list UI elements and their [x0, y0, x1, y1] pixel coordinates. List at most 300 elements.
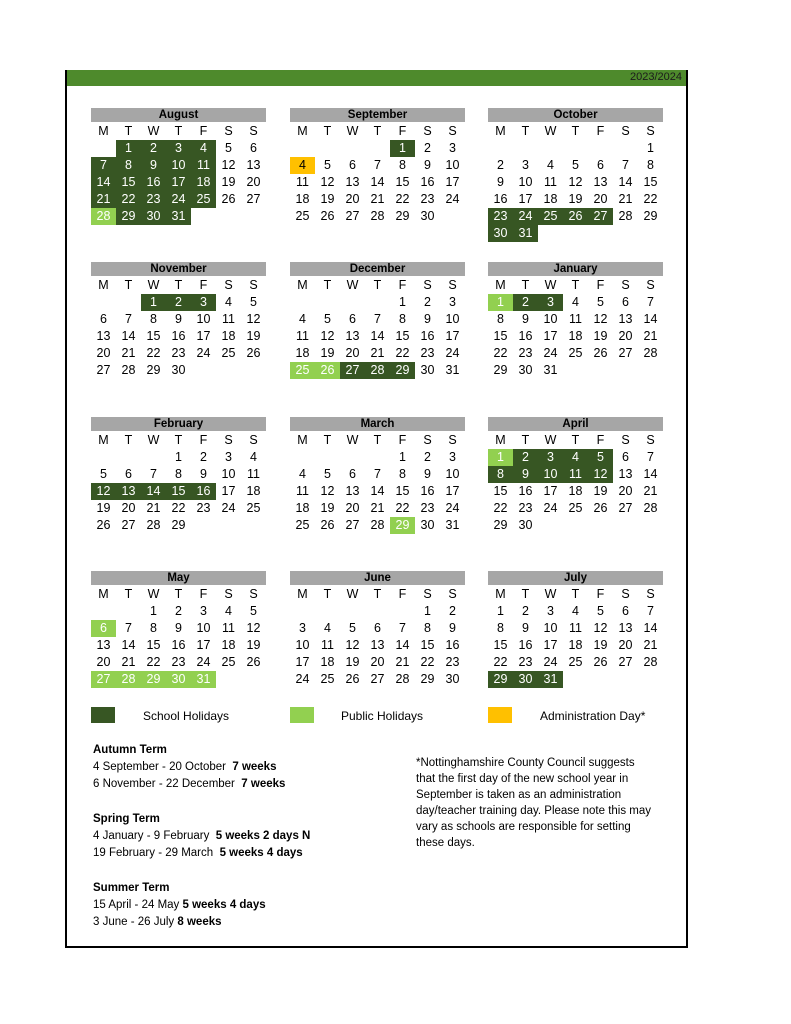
day-cell: 24	[513, 208, 538, 225]
day-cell: 16	[420, 329, 435, 343]
day-cell: 10	[445, 312, 460, 326]
day-cell: 30	[518, 363, 533, 377]
day-cell: 17	[543, 638, 558, 652]
day-cell: 17	[295, 655, 310, 669]
day-cell: 2	[513, 449, 538, 466]
month-title: October	[488, 108, 663, 122]
weekday-label: M	[98, 278, 109, 292]
day-cell: 19	[345, 655, 360, 669]
day-cell: 3	[449, 295, 456, 309]
day-cell: 1	[116, 140, 141, 157]
empty-cell	[588, 140, 613, 157]
day-cell: 29	[171, 518, 186, 532]
day-cell: 12	[345, 638, 360, 652]
day-cell: 15	[643, 175, 658, 189]
day-cell: 22	[116, 191, 141, 208]
day-cell: 7	[150, 467, 157, 481]
day-cell: 14	[395, 638, 410, 652]
term-line	[93, 845, 310, 862]
day-cell: 3	[449, 141, 456, 155]
day-cell: 29	[146, 363, 161, 377]
day-cell: 25	[246, 501, 261, 515]
admin-day-note: *Nottinghamshire County Council suggests that the first day of the new school year in September is taken as an administration day/teacher training day. Please note this may vary as schools are responsible for setting these days.	[416, 757, 652, 849]
day-cell: 28	[121, 363, 136, 377]
day-cell: 9	[497, 175, 504, 189]
day-cell: 17	[543, 329, 558, 343]
day-cell: 18	[320, 655, 335, 669]
day-cell: 17	[445, 484, 460, 498]
weekday-label: W	[346, 278, 359, 292]
day-cell: 31	[543, 363, 558, 377]
month-title: January	[488, 262, 663, 276]
weekday-label: S	[423, 124, 432, 138]
day-cell: 23	[445, 655, 460, 669]
day-cell: 2	[449, 604, 456, 618]
day-cell: 2	[424, 141, 431, 155]
day-cell: 16	[518, 329, 533, 343]
weekday-label: S	[224, 124, 233, 138]
day-cell: 7	[91, 157, 116, 174]
day-cell: 20	[345, 192, 360, 206]
day-cell: 23	[420, 501, 435, 515]
weekday-label: W	[147, 587, 160, 601]
weekday-label: S	[224, 433, 233, 447]
weekday-label: T	[124, 587, 133, 601]
day-cell: 28	[643, 501, 658, 515]
day-cell: 6	[349, 158, 356, 172]
weekday-label: T	[174, 433, 183, 447]
empty-cell	[91, 603, 116, 620]
day-cell: 2	[424, 450, 431, 464]
term-title: Summer Term	[93, 882, 170, 894]
day-cell: 14	[643, 621, 658, 635]
day-cell: 22	[395, 192, 410, 206]
day-cell: 4	[225, 295, 232, 309]
day-cell: 12	[221, 158, 236, 172]
weekday-label: S	[448, 433, 457, 447]
day-cell: 21	[121, 655, 136, 669]
day-cell: 3	[522, 158, 529, 172]
empty-cell	[91, 140, 116, 157]
day-cell: 5	[225, 141, 232, 155]
day-cell: 21	[91, 191, 116, 208]
day-cell: 22	[395, 346, 410, 360]
weekday-label: M	[297, 278, 308, 292]
weekday-label: F	[398, 587, 407, 601]
empty-cell	[116, 449, 141, 466]
weekday-label: S	[423, 433, 432, 447]
day-cell: 26	[593, 655, 608, 669]
day-cell: 17	[518, 192, 533, 206]
weekday-label: W	[147, 278, 160, 292]
day-cell: 11	[222, 312, 235, 326]
day-cell: 26	[345, 672, 360, 686]
day-cell: 8	[497, 312, 504, 326]
day-cell: 21	[643, 638, 658, 652]
day-cell: 21	[146, 501, 161, 515]
day-cell: 9	[424, 158, 431, 172]
day-cell: 22	[146, 346, 161, 360]
empty-cell	[365, 294, 390, 311]
weekday-label: M	[297, 587, 308, 601]
weekday-label: S	[249, 124, 258, 138]
day-cell: 9	[522, 312, 529, 326]
day-cell: 11	[563, 466, 588, 483]
day-cell: 22	[493, 346, 508, 360]
day-cell: 31	[191, 671, 216, 688]
month-december	[290, 262, 465, 379]
weekday-label: W	[346, 587, 359, 601]
legend-admin-label: Administration Day*	[540, 709, 646, 723]
day-cell: 28	[643, 346, 658, 360]
day-cell: 29	[493, 363, 508, 377]
month-february	[91, 417, 266, 534]
day-cell: 15	[420, 638, 435, 652]
day-cell: 6	[622, 295, 629, 309]
day-cell: 1	[399, 450, 406, 464]
day-cell: 4	[250, 450, 257, 464]
autumn-term	[93, 742, 285, 793]
day-cell: 9	[175, 312, 182, 326]
day-cell: 22	[643, 192, 658, 206]
day-cell: 5	[324, 158, 331, 172]
empty-cell	[141, 449, 166, 466]
day-cell: 25	[568, 346, 583, 360]
day-cell: 26	[593, 501, 608, 515]
day-cell: 20	[345, 501, 360, 515]
day-cell: 4	[572, 295, 579, 309]
weekday-label: F	[596, 587, 605, 601]
term-weeks: 5 weeks 4 days	[219, 847, 303, 859]
day-cell: 5	[324, 467, 331, 481]
legend-admin-swatch	[488, 707, 512, 723]
weekday-label: T	[124, 433, 133, 447]
day-cell: 22	[420, 655, 435, 669]
term-dates: 19 February - 29 March	[93, 847, 214, 859]
month-november	[91, 262, 266, 379]
spring-term	[93, 811, 310, 862]
day-cell: 23	[196, 501, 211, 515]
day-cell: 5	[250, 604, 257, 618]
weekday-label: T	[571, 278, 580, 292]
weekday-label: T	[373, 433, 382, 447]
day-cell: 27	[340, 362, 365, 379]
day-cell: 23	[518, 501, 533, 515]
day-cell: 10	[518, 175, 533, 189]
weekday-label: S	[646, 433, 655, 447]
day-cell: 18	[295, 501, 310, 515]
day-cell: 7	[622, 158, 629, 172]
day-cell: 6	[100, 312, 107, 326]
day-cell: 23	[171, 655, 186, 669]
day-cell: 12	[246, 312, 261, 326]
weekday-label: W	[544, 124, 557, 138]
day-cell: 8	[150, 312, 157, 326]
weekday-label: W	[147, 124, 160, 138]
day-cell: 20	[618, 329, 633, 343]
day-cell: 6	[374, 621, 381, 635]
day-cell: 24	[295, 672, 310, 686]
day-cell: 28	[618, 209, 633, 223]
day-cell: 7	[374, 312, 381, 326]
day-cell: 20	[618, 638, 633, 652]
empty-cell	[365, 140, 390, 157]
day-cell: 16	[493, 192, 508, 206]
empty-cell	[365, 603, 390, 620]
weekday-label: T	[174, 124, 183, 138]
day-cell: 26	[221, 192, 236, 206]
day-cell: 8	[647, 158, 654, 172]
day-cell: 7	[374, 467, 381, 481]
day-cell: 23	[141, 191, 166, 208]
day-cell: 9	[522, 621, 529, 635]
day-cell: 7	[125, 621, 132, 635]
day-cell: 18	[568, 484, 583, 498]
day-cell: 9	[449, 621, 456, 635]
weekday-label: M	[495, 278, 506, 292]
day-cell: 26	[246, 346, 261, 360]
legend-public-swatch	[290, 707, 314, 723]
weekday-label: S	[224, 587, 233, 601]
weekday-label: W	[346, 124, 359, 138]
day-cell: 17	[196, 329, 211, 343]
term-weeks: 7 weeks	[241, 778, 286, 790]
day-cell: 11	[222, 621, 235, 635]
day-cell: 10	[196, 312, 211, 326]
empty-cell	[538, 140, 563, 157]
day-cell: 30	[420, 209, 435, 223]
day-cell: 29	[116, 208, 141, 225]
weekday-label: T	[124, 278, 133, 292]
day-cell: 16	[141, 174, 166, 191]
day-cell: 4	[324, 621, 331, 635]
weekday-label: S	[621, 433, 630, 447]
day-cell: 20	[593, 192, 608, 206]
day-cell: 17	[196, 638, 211, 652]
day-cell: 21	[395, 655, 410, 669]
empty-cell	[315, 449, 340, 466]
month-title: September	[290, 108, 465, 122]
day-cell: 25	[221, 346, 236, 360]
day-cell: 16	[518, 484, 533, 498]
day-cell: 29	[420, 672, 435, 686]
month-september	[290, 108, 465, 225]
day-cell: 1	[390, 140, 415, 157]
day-cell: 30	[513, 671, 538, 688]
empty-cell	[563, 140, 588, 157]
day-cell: 14	[141, 483, 166, 500]
day-cell: 28	[116, 671, 141, 688]
day-cell: 21	[370, 346, 385, 360]
day-cell: 24	[445, 501, 460, 515]
day-cell: 17	[543, 484, 558, 498]
day-cell: 2	[522, 604, 529, 618]
empty-cell	[340, 449, 365, 466]
day-cell: 23	[171, 346, 186, 360]
month-title: December	[290, 262, 465, 276]
day-cell: 6	[349, 467, 356, 481]
day-cell: 14	[121, 329, 136, 343]
day-cell: 20	[96, 346, 111, 360]
day-cell: 30	[420, 363, 435, 377]
day-cell: 11	[321, 638, 334, 652]
empty-cell	[613, 140, 638, 157]
day-cell: 14	[370, 484, 385, 498]
day-cell: 9	[424, 467, 431, 481]
weekday-label: F	[596, 433, 605, 447]
weekday-label: T	[323, 124, 332, 138]
day-cell: 10	[445, 158, 460, 172]
day-cell: 9	[175, 621, 182, 635]
day-cell: 12	[320, 484, 335, 498]
day-cell: 11	[296, 329, 309, 343]
weekday-label: S	[621, 587, 630, 601]
weekday-label: S	[646, 587, 655, 601]
weekday-label: W	[544, 433, 557, 447]
term-weeks: 5 weeks 4 days	[182, 899, 266, 911]
day-cell: 6	[622, 450, 629, 464]
day-cell: 18	[246, 484, 261, 498]
weekday-label: M	[297, 124, 308, 138]
day-cell: 8	[497, 621, 504, 635]
day-cell: 4	[191, 140, 216, 157]
weekday-label: T	[521, 124, 530, 138]
empty-cell	[390, 603, 415, 620]
day-cell: 11	[544, 175, 557, 189]
day-cell: 22	[493, 655, 508, 669]
weekday-label: M	[98, 587, 109, 601]
weekday-label: T	[521, 587, 530, 601]
day-cell: 15	[493, 484, 508, 498]
day-cell: 20	[345, 346, 360, 360]
day-cell: 19	[320, 501, 335, 515]
day-cell: 4	[572, 604, 579, 618]
day-cell: 4	[299, 467, 306, 481]
day-cell: 11	[569, 621, 582, 635]
day-cell: 14	[643, 312, 658, 326]
month-title: March	[290, 417, 465, 431]
day-cell: 27	[370, 672, 385, 686]
day-cell: 10	[166, 157, 191, 174]
day-cell: 15	[166, 483, 191, 500]
month-may	[91, 571, 266, 688]
day-cell: 13	[96, 638, 111, 652]
day-cell: 9	[200, 467, 207, 481]
day-cell: 26	[315, 362, 340, 379]
day-cell: 8	[488, 466, 513, 483]
day-cell: 7	[125, 312, 132, 326]
day-cell: 25	[320, 672, 335, 686]
day-cell: 28	[395, 672, 410, 686]
weekday-label: T	[174, 278, 183, 292]
weekday-label: F	[199, 433, 208, 447]
day-cell: 15	[395, 175, 410, 189]
day-cell: 16	[171, 329, 186, 343]
day-cell: 1	[175, 450, 182, 464]
empty-cell	[91, 294, 116, 311]
day-cell: 28	[91, 208, 116, 225]
term-dates: 6 November - 22 December	[93, 778, 235, 790]
day-cell: 8	[399, 312, 406, 326]
day-cell: 27	[345, 518, 360, 532]
month-title: November	[91, 262, 266, 276]
day-cell: 21	[121, 346, 136, 360]
weekday-label: T	[373, 124, 382, 138]
day-cell: 23	[488, 208, 513, 225]
day-cell: 1	[150, 604, 157, 618]
day-cell: 15	[493, 329, 508, 343]
weekday-label: T	[323, 587, 332, 601]
empty-cell	[315, 294, 340, 311]
day-cell: 26	[96, 518, 111, 532]
day-cell: 6	[622, 604, 629, 618]
day-cell: 3	[547, 604, 554, 618]
day-cell: 5	[349, 621, 356, 635]
day-cell: 4	[299, 312, 306, 326]
month-title: August	[91, 108, 266, 122]
day-cell: 25	[290, 362, 315, 379]
day-cell: 12	[568, 175, 583, 189]
day-cell: 16	[518, 638, 533, 652]
weekday-label: W	[346, 433, 359, 447]
term-weeks: 7 weeks	[232, 761, 277, 773]
day-cell: 15	[116, 174, 141, 191]
weekday-label: M	[98, 433, 109, 447]
month-title: May	[91, 571, 266, 585]
day-cell: 27	[618, 501, 633, 515]
day-cell: 18	[568, 329, 583, 343]
weekday-label: T	[571, 124, 580, 138]
term-line	[93, 759, 285, 776]
day-cell: 1	[424, 604, 431, 618]
day-cell: 1	[497, 604, 504, 618]
day-cell: 3	[200, 604, 207, 618]
day-cell: 2	[141, 140, 166, 157]
weekday-label: S	[249, 587, 258, 601]
day-cell: 9	[141, 157, 166, 174]
weekday-label: S	[423, 278, 432, 292]
day-cell: 8	[399, 467, 406, 481]
weekday-label: S	[646, 278, 655, 292]
weekday-label: F	[398, 278, 407, 292]
empty-cell	[116, 603, 141, 620]
day-cell: 30	[445, 672, 460, 686]
day-cell: 31	[513, 225, 538, 242]
weekday-label: S	[224, 278, 233, 292]
day-cell: 19	[568, 192, 583, 206]
day-cell: 11	[191, 157, 216, 174]
day-cell: 10	[295, 638, 310, 652]
empty-cell	[290, 140, 315, 157]
month-august	[91, 108, 266, 225]
day-cell: 2	[424, 295, 431, 309]
day-cell: 24	[445, 192, 460, 206]
day-cell: 25	[568, 501, 583, 515]
day-cell: 7	[374, 158, 381, 172]
empty-cell	[116, 294, 141, 311]
day-cell: 13	[370, 638, 385, 652]
day-cell: 20	[246, 175, 261, 189]
day-cell: 13	[96, 329, 111, 343]
weekday-label: M	[495, 124, 506, 138]
weekday-label: S	[646, 124, 655, 138]
day-cell: 18	[543, 192, 558, 206]
day-cell: 7	[399, 621, 406, 635]
term-title: Autumn Term	[93, 744, 167, 756]
day-cell: 18	[568, 638, 583, 652]
day-cell: 27	[588, 208, 613, 225]
day-cell: 14	[370, 329, 385, 343]
